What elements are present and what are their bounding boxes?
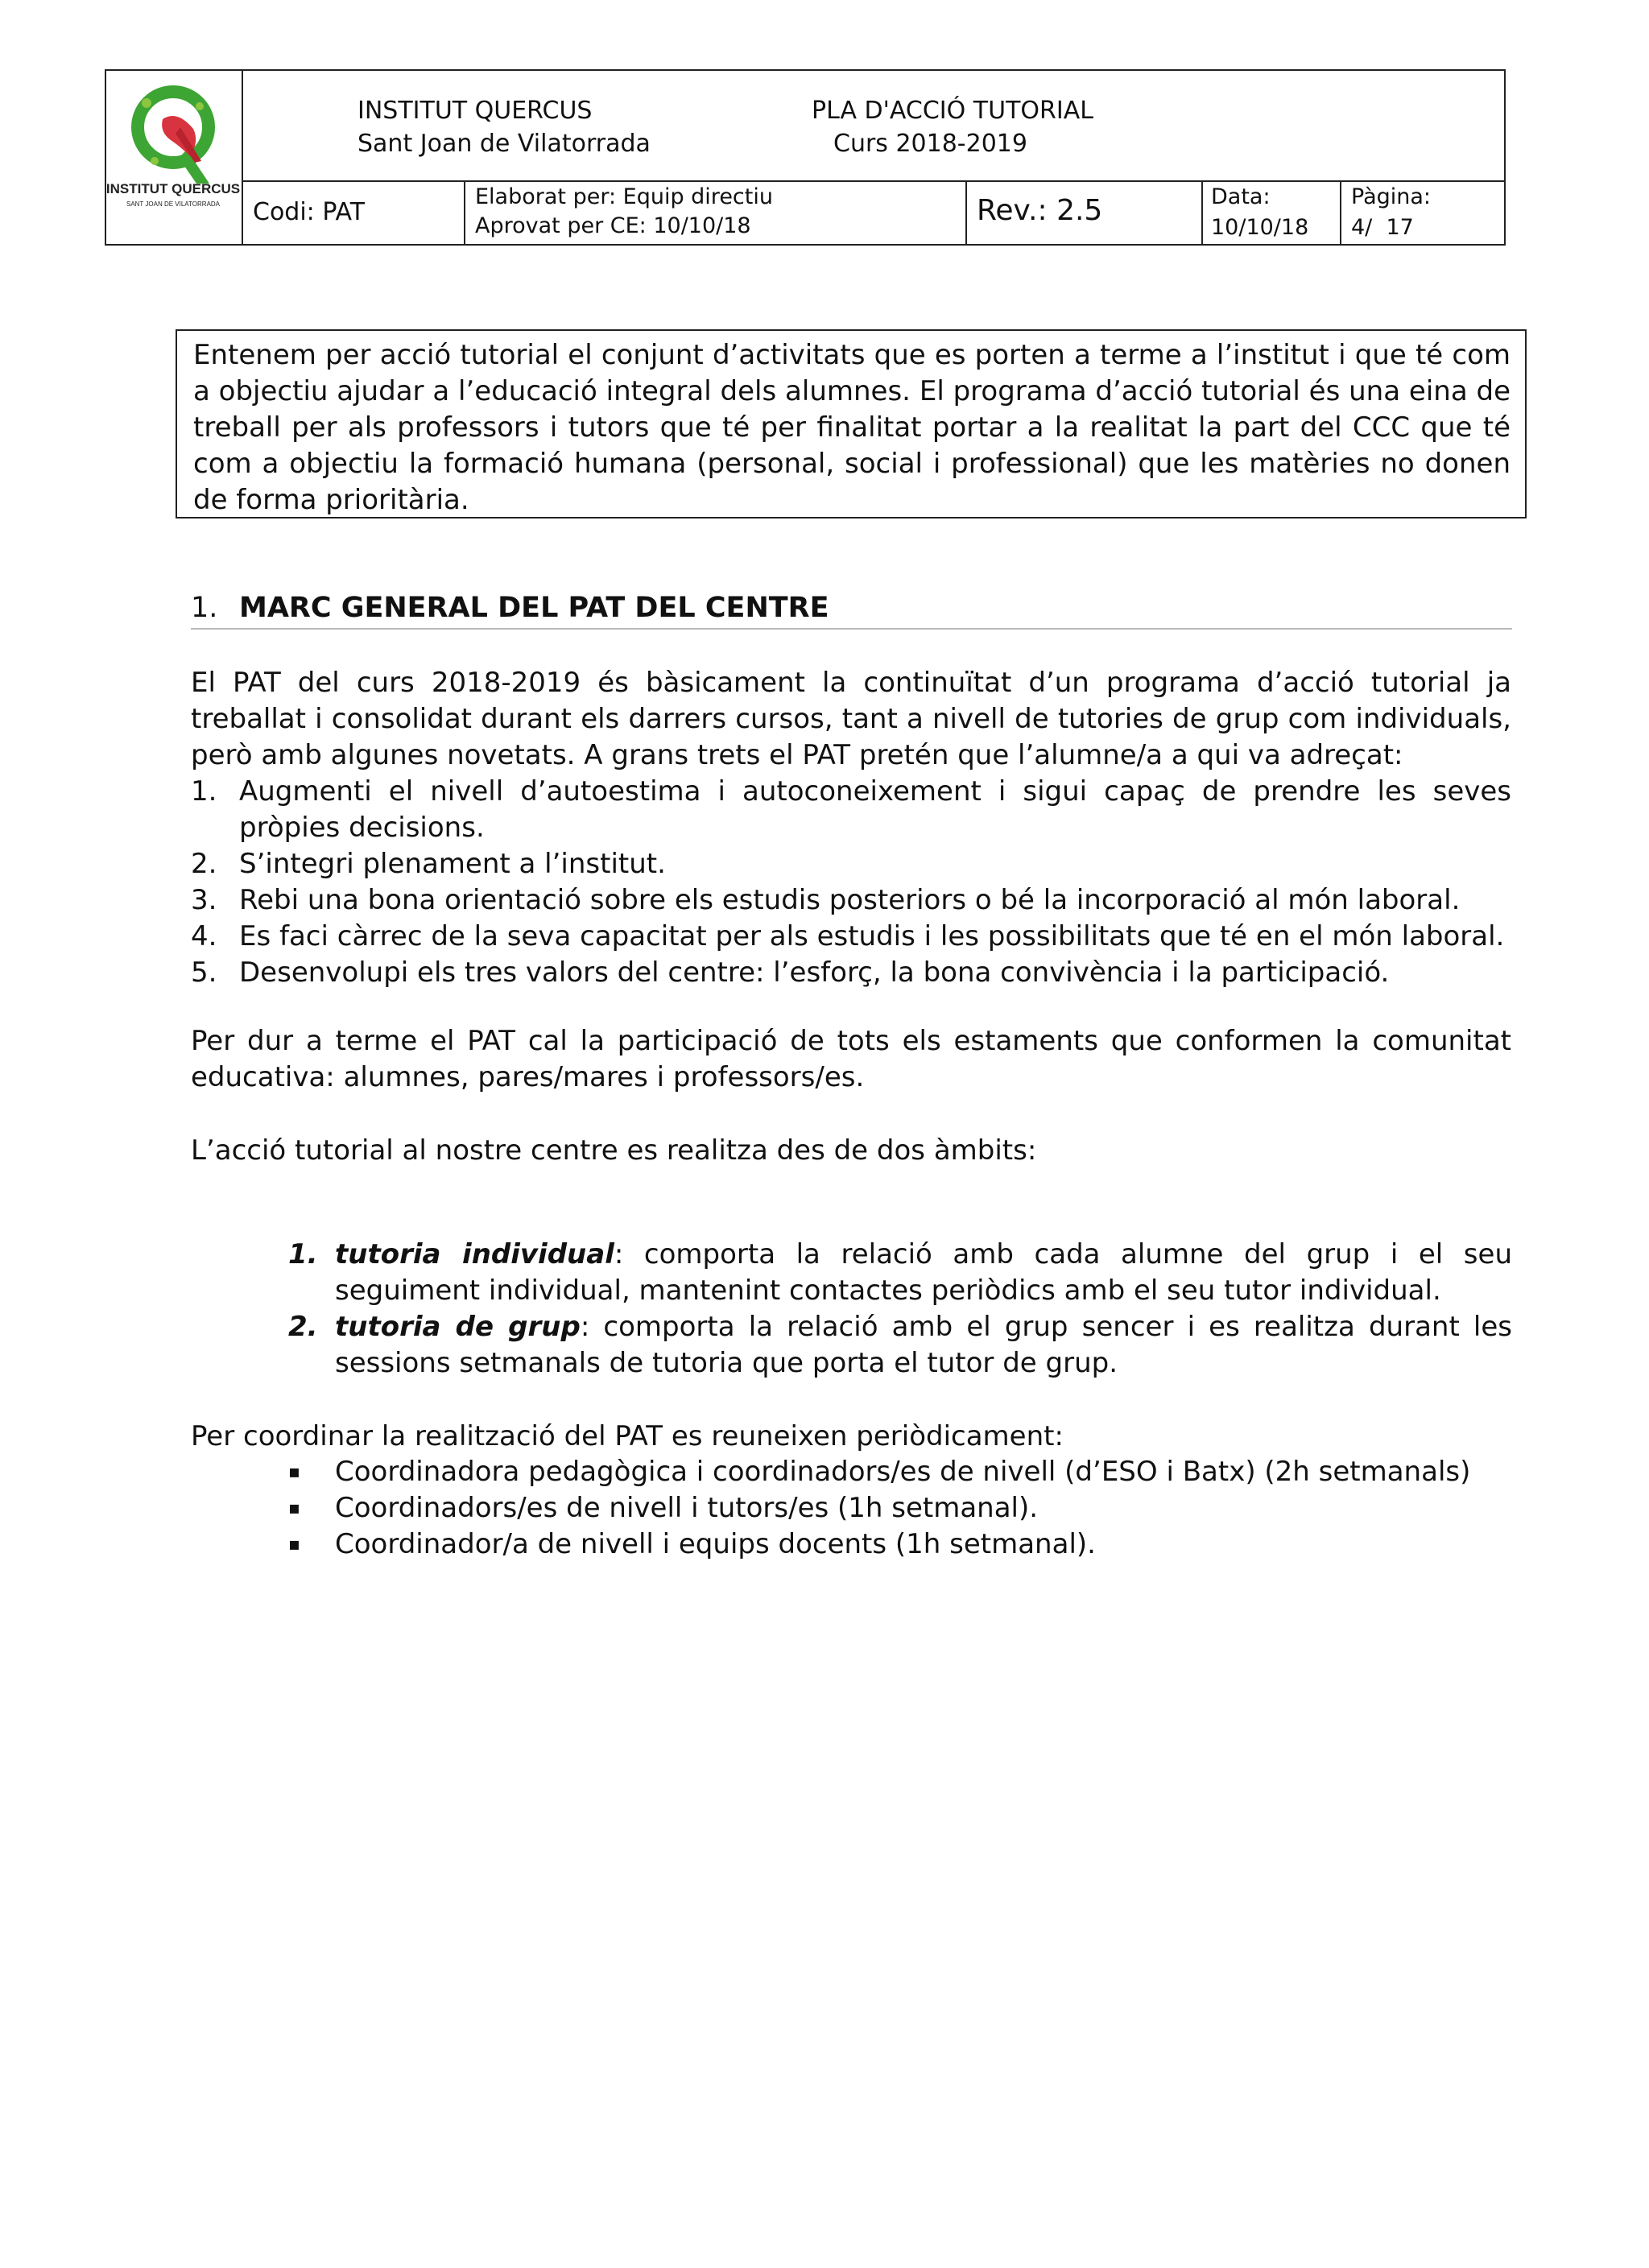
section-number: 1.	[191, 592, 218, 624]
tutoring-areas-list	[288, 1237, 1512, 1382]
meeting-item: ▪ Coordinador/a de nivell i equips docents (1h setmanal).	[288, 1528, 1096, 1560]
section-paragraph-4: Per coordinar la realització del PAT es reuneixen periòdicament:	[191, 1420, 1064, 1452]
intro-text: Entenem per acció tutorial el conjunt d’activitats que es porten a terme a l’institut i que té com a objectiu ajudar a l’educació integral dels alumnes. El programa d’acció tutorial és una eina de treball per als professors i tutors que té per finalitat portar a la realitat la part del CCC que té com a objectiu la formació humana (personal, social i professional) que les matèries no donen de forma prioritària.	[193, 339, 1511, 516]
section-paragraph-3: L’acció tutorial al nostre centre es realitza des de dos àmbits:	[191, 1134, 1037, 1167]
tutoring-area-item: 2. tutoria de grup: comporta la relació amb el grup sencer i es realitza durant les sessions setmanals de tutoria que porta el tutor de grup.	[288, 1311, 1512, 1379]
goals-list	[191, 774, 1511, 991]
meeting-item: ▪ Coordinadora pedagògica i coordinadors/es de nivell (d’ESO i Batx) (2h setmanals)	[288, 1456, 1471, 1488]
approved-by: Aprovat per CE: 10/10/18	[475, 213, 751, 238]
goal-item: 5. Desenvolupi els tres valors del centre: l’esforç, la bona convivència i la participació.	[191, 956, 1390, 989]
page-cell	[1341, 182, 1504, 244]
prepared-by: Elaborat per: Equip directiu	[475, 184, 773, 209]
section-paragraph-2: Per dur a terme el PAT cal la participació de tots els estaments que conformen la comunitat educativa: alumnes, pares/mares i professors/es.	[191, 1025, 1511, 1093]
section-paragraph-1: El PAT del curs 2018-2019 és bàsicament la continuïtat d’un programa d’acció tutorial ja treballat i consolidat durant els darrers cursos, tant a nivell de tutories de grup com individuals, però amb algunes novetats. A grans trets el PAT pretén que l’alumne/a a qui va adreçat:	[191, 667, 1511, 771]
meeting-item: ▪ Coordinadors/es de nivell i tutors/es (1h setmanal).	[288, 1492, 1039, 1524]
header-title-row	[243, 71, 1504, 182]
goal-item: 1. Augmenti el nivell d’autoestima i autoconeixement i sigui capaç de prendre les seves pròpies decisions.	[191, 775, 1511, 844]
revision-number: Rev.: 2.5	[977, 194, 1103, 227]
section-title: MARC GENERAL DEL PAT DEL CENTRE	[239, 592, 829, 624]
goal-item: 3. Rebi una bona orientació sobre els estudis posteriors o bé la incorporació al món laboral.	[191, 884, 1461, 916]
goal-item: 4. Es faci càrrec de la seva capacitat per als estudis i les possibilitats que té en el món laboral.	[191, 920, 1505, 952]
code-cell	[243, 182, 465, 244]
tutoring-area-item: 1. tutoria individual: comporta la relació amb cada alumne del grup i el seu seguiment individual, mantenint contactes periòdics amb el seu tutor individual.	[288, 1238, 1512, 1307]
course-year: Curs 2018-2019	[833, 130, 1027, 158]
date-label: Data:	[1211, 184, 1271, 209]
logo-subtext: SANT JOAN DE VILATORRADA	[126, 200, 221, 208]
document-header	[105, 69, 1506, 246]
document-code: Codi: PAT	[253, 198, 366, 226]
logo-text: INSTITUT QUERCUS	[106, 181, 240, 196]
institution-name: INSTITUT QUERCUS	[357, 97, 593, 125]
revision-cell	[967, 182, 1203, 244]
header-meta-row	[243, 182, 1504, 244]
logo-cell	[106, 71, 243, 244]
authorship-cell	[465, 182, 967, 244]
page-label: Pàgina:	[1351, 184, 1432, 209]
institution-location: Sant Joan de Vilatorrada	[357, 130, 651, 158]
institut-quercus-logo	[106, 71, 240, 244]
goal-item: 2. S’integri plenament a l’institut.	[191, 848, 666, 880]
meetings-list	[288, 1454, 1512, 1563]
date-value: 10/10/18	[1211, 215, 1309, 240]
section-heading	[191, 589, 1512, 630]
page-number: 4/ 17	[1351, 215, 1414, 240]
document-title: PLA D'ACCIÓ TUTORIAL	[812, 97, 1093, 125]
intro-box	[176, 329, 1527, 518]
date-cell	[1203, 182, 1341, 244]
